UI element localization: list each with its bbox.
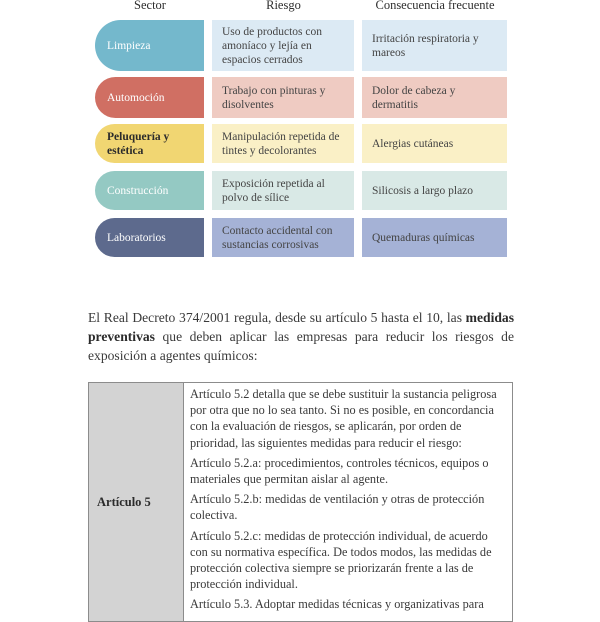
article-item: Artículo 5.2.a: procedimientos, controles técnicos, equipos o materiales que permitan aislar al agente. [190,455,489,487]
consecuencia-cell: Irritación respiratoria y mareos [362,20,507,71]
sector-pill: Automoción [95,77,204,118]
header-consecuencia: Consecuencia frecuente [375,0,495,12]
risk-row [95,77,507,118]
intro-paragraph [88,308,514,365]
header-sector: Sector [134,0,166,12]
consecuencia-cell: Quemaduras químicas [362,218,507,257]
header-riesgo: Riesgo [266,0,301,12]
article-item: Artículo 5.3. Adoptar medidas técnicas y organizativas para [190,597,484,612]
article-label: Artículo 5 [89,383,184,621]
article-content [190,386,504,617]
sector-pill: Peluquería y estética [95,124,204,163]
riesgo-cell: Trabajo con pinturas y disolventes [212,77,354,118]
consecuencia-cell: Dolor de cabeza y dermatitis [362,77,507,118]
paragraph-bold-term: medidas preventivas [88,310,514,344]
consecuencia-cell: Alergias cutáneas [362,124,507,163]
articles-table [88,382,513,622]
article-item: Artículo 5.2 detalla que se debe sustituir la sustancia peligrosa por otra que no lo sea tanto. Si no es posible, en concordancia con la evaluación de riesgos, se aplicarán, por orden de prioridad, las siguientes medidas para reducir el riesgo: [190,387,497,450]
paragraph-text-start: El Real Decreto 374/2001 regula, desde su artículo 5 hasta el 10, las [88,310,466,325]
riesgo-cell: Uso de productos con amoníaco y lejía en espacios cerrados [212,20,354,71]
sector-pill: Laboratorios [95,218,204,257]
riesgo-cell: Contacto accidental con sustancias corrosivas [212,218,354,257]
article-item: Artículo 5.2.c: medidas de protección individual, de acuerdo con su normativa específica. De todos modos, las medidas de protección colectiva siempre se priorizarán frente a las de protección individual. [190,528,492,592]
sector-pill: Construcción [95,171,204,210]
risk-row [95,20,507,71]
risk-row [95,124,507,163]
riesgo-cell: Manipulación repetida de tintes y decolorantes [212,124,354,163]
riesgo-cell: Exposición repetida al polvo de sílice [212,171,354,210]
article-item: Artículo 5.2.b: medidas de ventilación y otras de protección colectiva. [190,492,485,523]
risk-row [95,218,507,257]
sector-pill: Limpieza [95,20,204,71]
risk-row [95,171,507,210]
paragraph-text-end: que deben aplicar las empresas para reducir los riesgos de exposición a agentes químicos: [88,329,514,363]
consecuencia-cell: Silicosis a largo plazo [362,171,507,210]
